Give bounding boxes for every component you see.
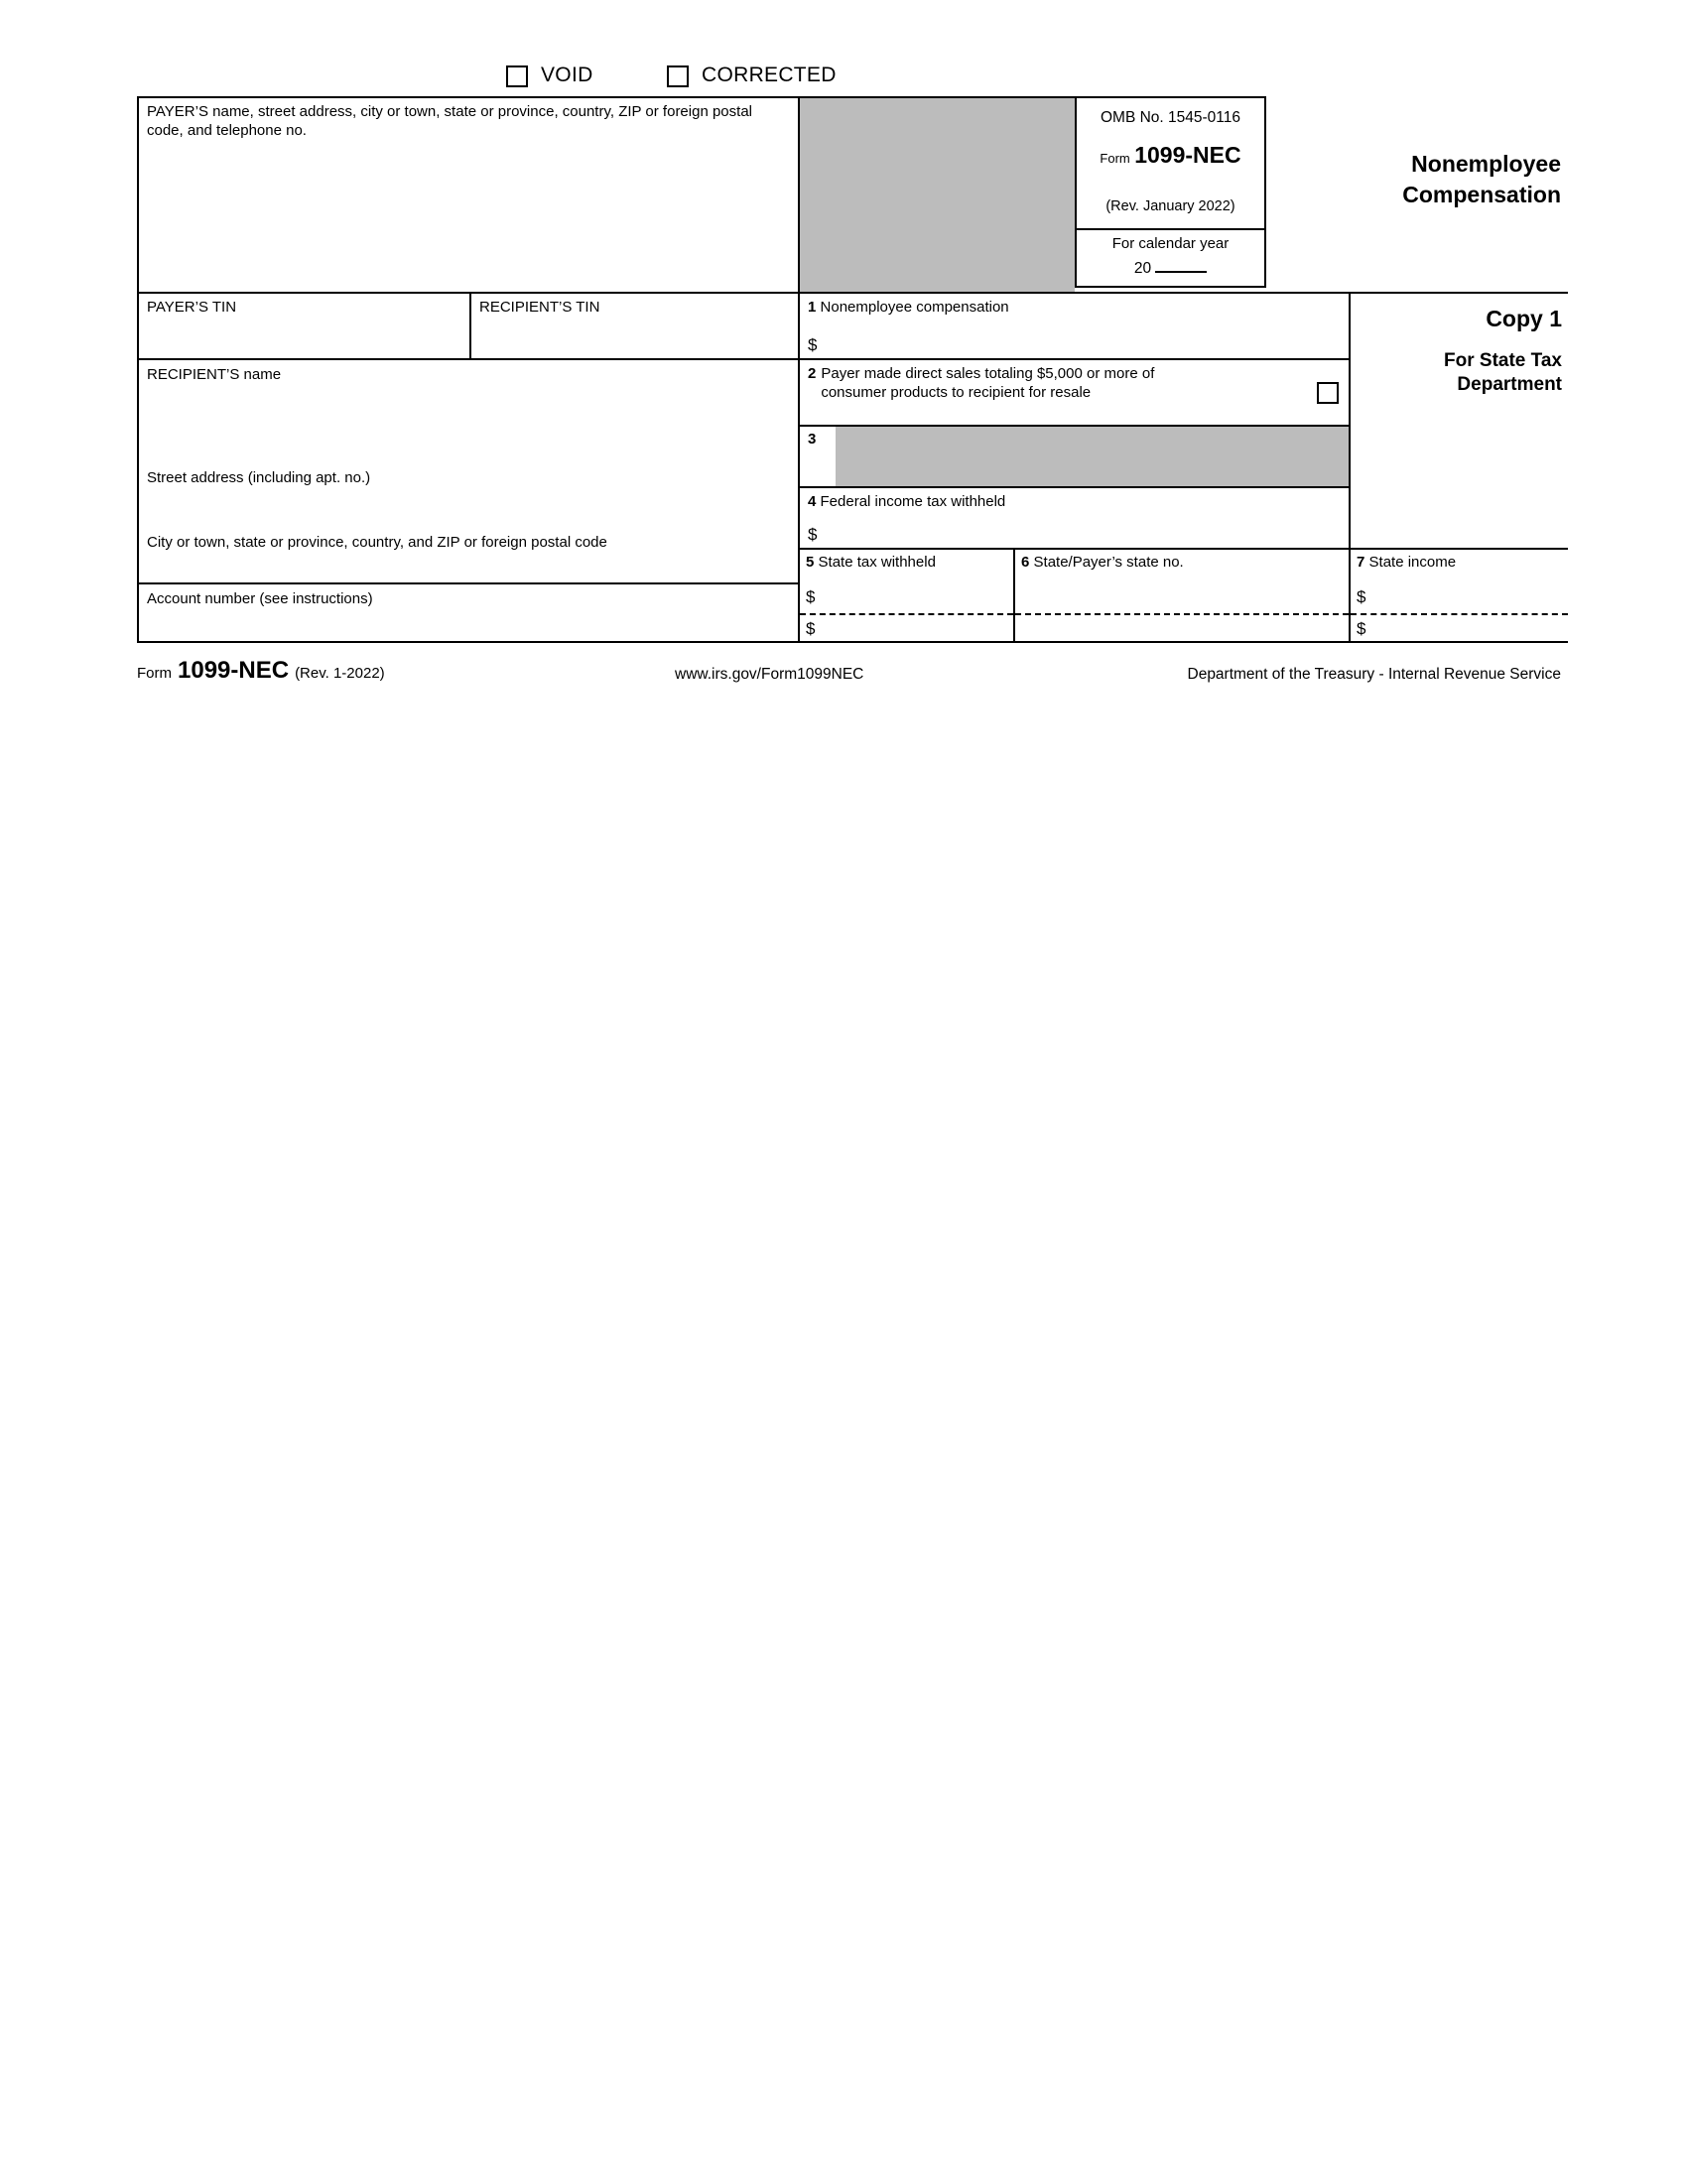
- footer-form-id: [137, 657, 385, 685]
- omb-form-word: Form: [1100, 151, 1130, 166]
- calendar-year-prefix: 20: [1133, 260, 1152, 277]
- box2-label-line2: consumer products to recipient for resale: [821, 383, 1092, 401]
- void-checkbox[interactable]: [506, 65, 528, 87]
- box1-label-text: Nonemployee compensation: [820, 299, 1009, 316]
- box2-label: [808, 365, 1154, 403]
- calendar-year-blank[interactable]: [1155, 257, 1207, 273]
- box7-label: [1357, 554, 1456, 573]
- payer-tin-box[interactable]: [137, 292, 469, 358]
- box4-federal-income-tax-withheld[interactable]: [798, 486, 1349, 548]
- form-title-line2: Compensation: [1402, 182, 1561, 208]
- box5-dollar-top: $: [806, 587, 816, 606]
- footer-website: www.irs.gov/Form1099NEC: [675, 666, 864, 683]
- calendar-year-label: For calendar year: [1111, 235, 1230, 252]
- footer-form-word: Form: [137, 665, 172, 682]
- box2-label-text: [821, 365, 1154, 403]
- box4-number: 4: [808, 493, 817, 510]
- payer-tin-label: PAYER’S TIN: [147, 299, 237, 316]
- omb-form-number: 1099-NEC: [1134, 142, 1241, 168]
- box6-divider-dashed: [1015, 613, 1349, 615]
- copy-label: Copy 1: [1486, 306, 1562, 331]
- box5-dollar-bottom: $: [806, 619, 816, 638]
- box2-direct-sales: [798, 358, 1349, 425]
- recipient-tin-box[interactable]: [469, 292, 798, 358]
- street-address-label: Street address (including apt. no.): [147, 469, 371, 486]
- footer-form-number: 1099-NEC: [178, 657, 290, 684]
- form-bottom-rule: [137, 641, 1568, 643]
- box6-state-payer-state-no[interactable]: [1013, 548, 1349, 643]
- box2-label-line1: Payer made direct sales totaling $5,000 or more of: [821, 365, 1155, 382]
- copy-area: [1349, 292, 1568, 548]
- account-number-box[interactable]: [137, 582, 798, 643]
- box5-label-text: State tax withheld: [818, 554, 936, 571]
- footer-department: Department of the Treasury - Internal Revenue Service: [1187, 666, 1561, 683]
- recipient-name-label: RECIPIENT’S name: [147, 366, 282, 383]
- box7-divider-dashed: [1351, 613, 1568, 615]
- box6-label: [1021, 554, 1184, 573]
- copy-for-label: [1444, 349, 1562, 397]
- box7-dollar-bottom: $: [1357, 619, 1366, 638]
- box4-dollar-sign: $: [808, 525, 818, 544]
- city-state-zip-label: City or town, state or province, country, and ZIP or foreign postal code: [147, 534, 607, 551]
- box7-state-income[interactable]: [1349, 548, 1568, 643]
- box1-dollar-sign: $: [808, 335, 818, 354]
- account-number-label: Account number (see instructions): [147, 590, 373, 607]
- box4-label: [808, 493, 1005, 512]
- box5-number: 5: [806, 554, 815, 571]
- box3-number-text: 3: [808, 431, 817, 448]
- form-title: [1402, 149, 1561, 210]
- box2-resale-checkbox[interactable]: [1317, 382, 1339, 404]
- box1-number: 1: [808, 299, 817, 316]
- omb-form-line: [1077, 142, 1264, 169]
- box7-dollar-top: $: [1357, 587, 1366, 606]
- void-label: VOID: [541, 64, 593, 86]
- omb-number: OMB No. 1545-0116: [1100, 109, 1240, 126]
- box7-label-text: State income: [1368, 554, 1457, 571]
- box3-reserved: [798, 425, 1349, 486]
- box6-label-text: State/Payer’s state no.: [1033, 554, 1184, 571]
- box3-number: [808, 431, 816, 450]
- recipient-tin-label: RECIPIENT’S TIN: [479, 299, 600, 316]
- corrected-checkbox[interactable]: [667, 65, 689, 87]
- shaded-area-box3: [836, 427, 1349, 486]
- payer-info-box[interactable]: [137, 96, 798, 292]
- box5-state-tax-withheld[interactable]: [798, 548, 1013, 643]
- box2-number: 2: [808, 365, 817, 382]
- copy-for-line2: Department: [1457, 373, 1562, 395]
- box6-number: 6: [1021, 554, 1030, 571]
- box5-divider-dashed: [800, 613, 1013, 615]
- box7-number: 7: [1357, 554, 1365, 571]
- form-title-line1: Nonemployee: [1411, 151, 1561, 177]
- box4-label-text: Federal income tax withheld: [820, 493, 1006, 510]
- box1-label: [808, 299, 1009, 318]
- copy-for-line1: For State Tax: [1444, 350, 1562, 371]
- calendar-year-entry[interactable]: [1077, 257, 1264, 278]
- shaded-area-top: [798, 96, 1075, 292]
- box1-nonemployee-compensation[interactable]: [798, 292, 1349, 358]
- omb-box: [1075, 96, 1266, 288]
- box5-label: [806, 554, 936, 573]
- omb-divider: [1077, 228, 1264, 230]
- corrected-label: CORRECTED: [702, 64, 837, 86]
- recipient-info-box[interactable]: [137, 358, 798, 582]
- footer-revision: (Rev. 1-2022): [295, 665, 385, 682]
- omb-revision: (Rev. January 2022): [1105, 198, 1235, 214]
- payer-info-label: PAYER’S name, street address, city or town, state or province, country, ZIP or foreign postal code, and telephone no.: [147, 103, 752, 139]
